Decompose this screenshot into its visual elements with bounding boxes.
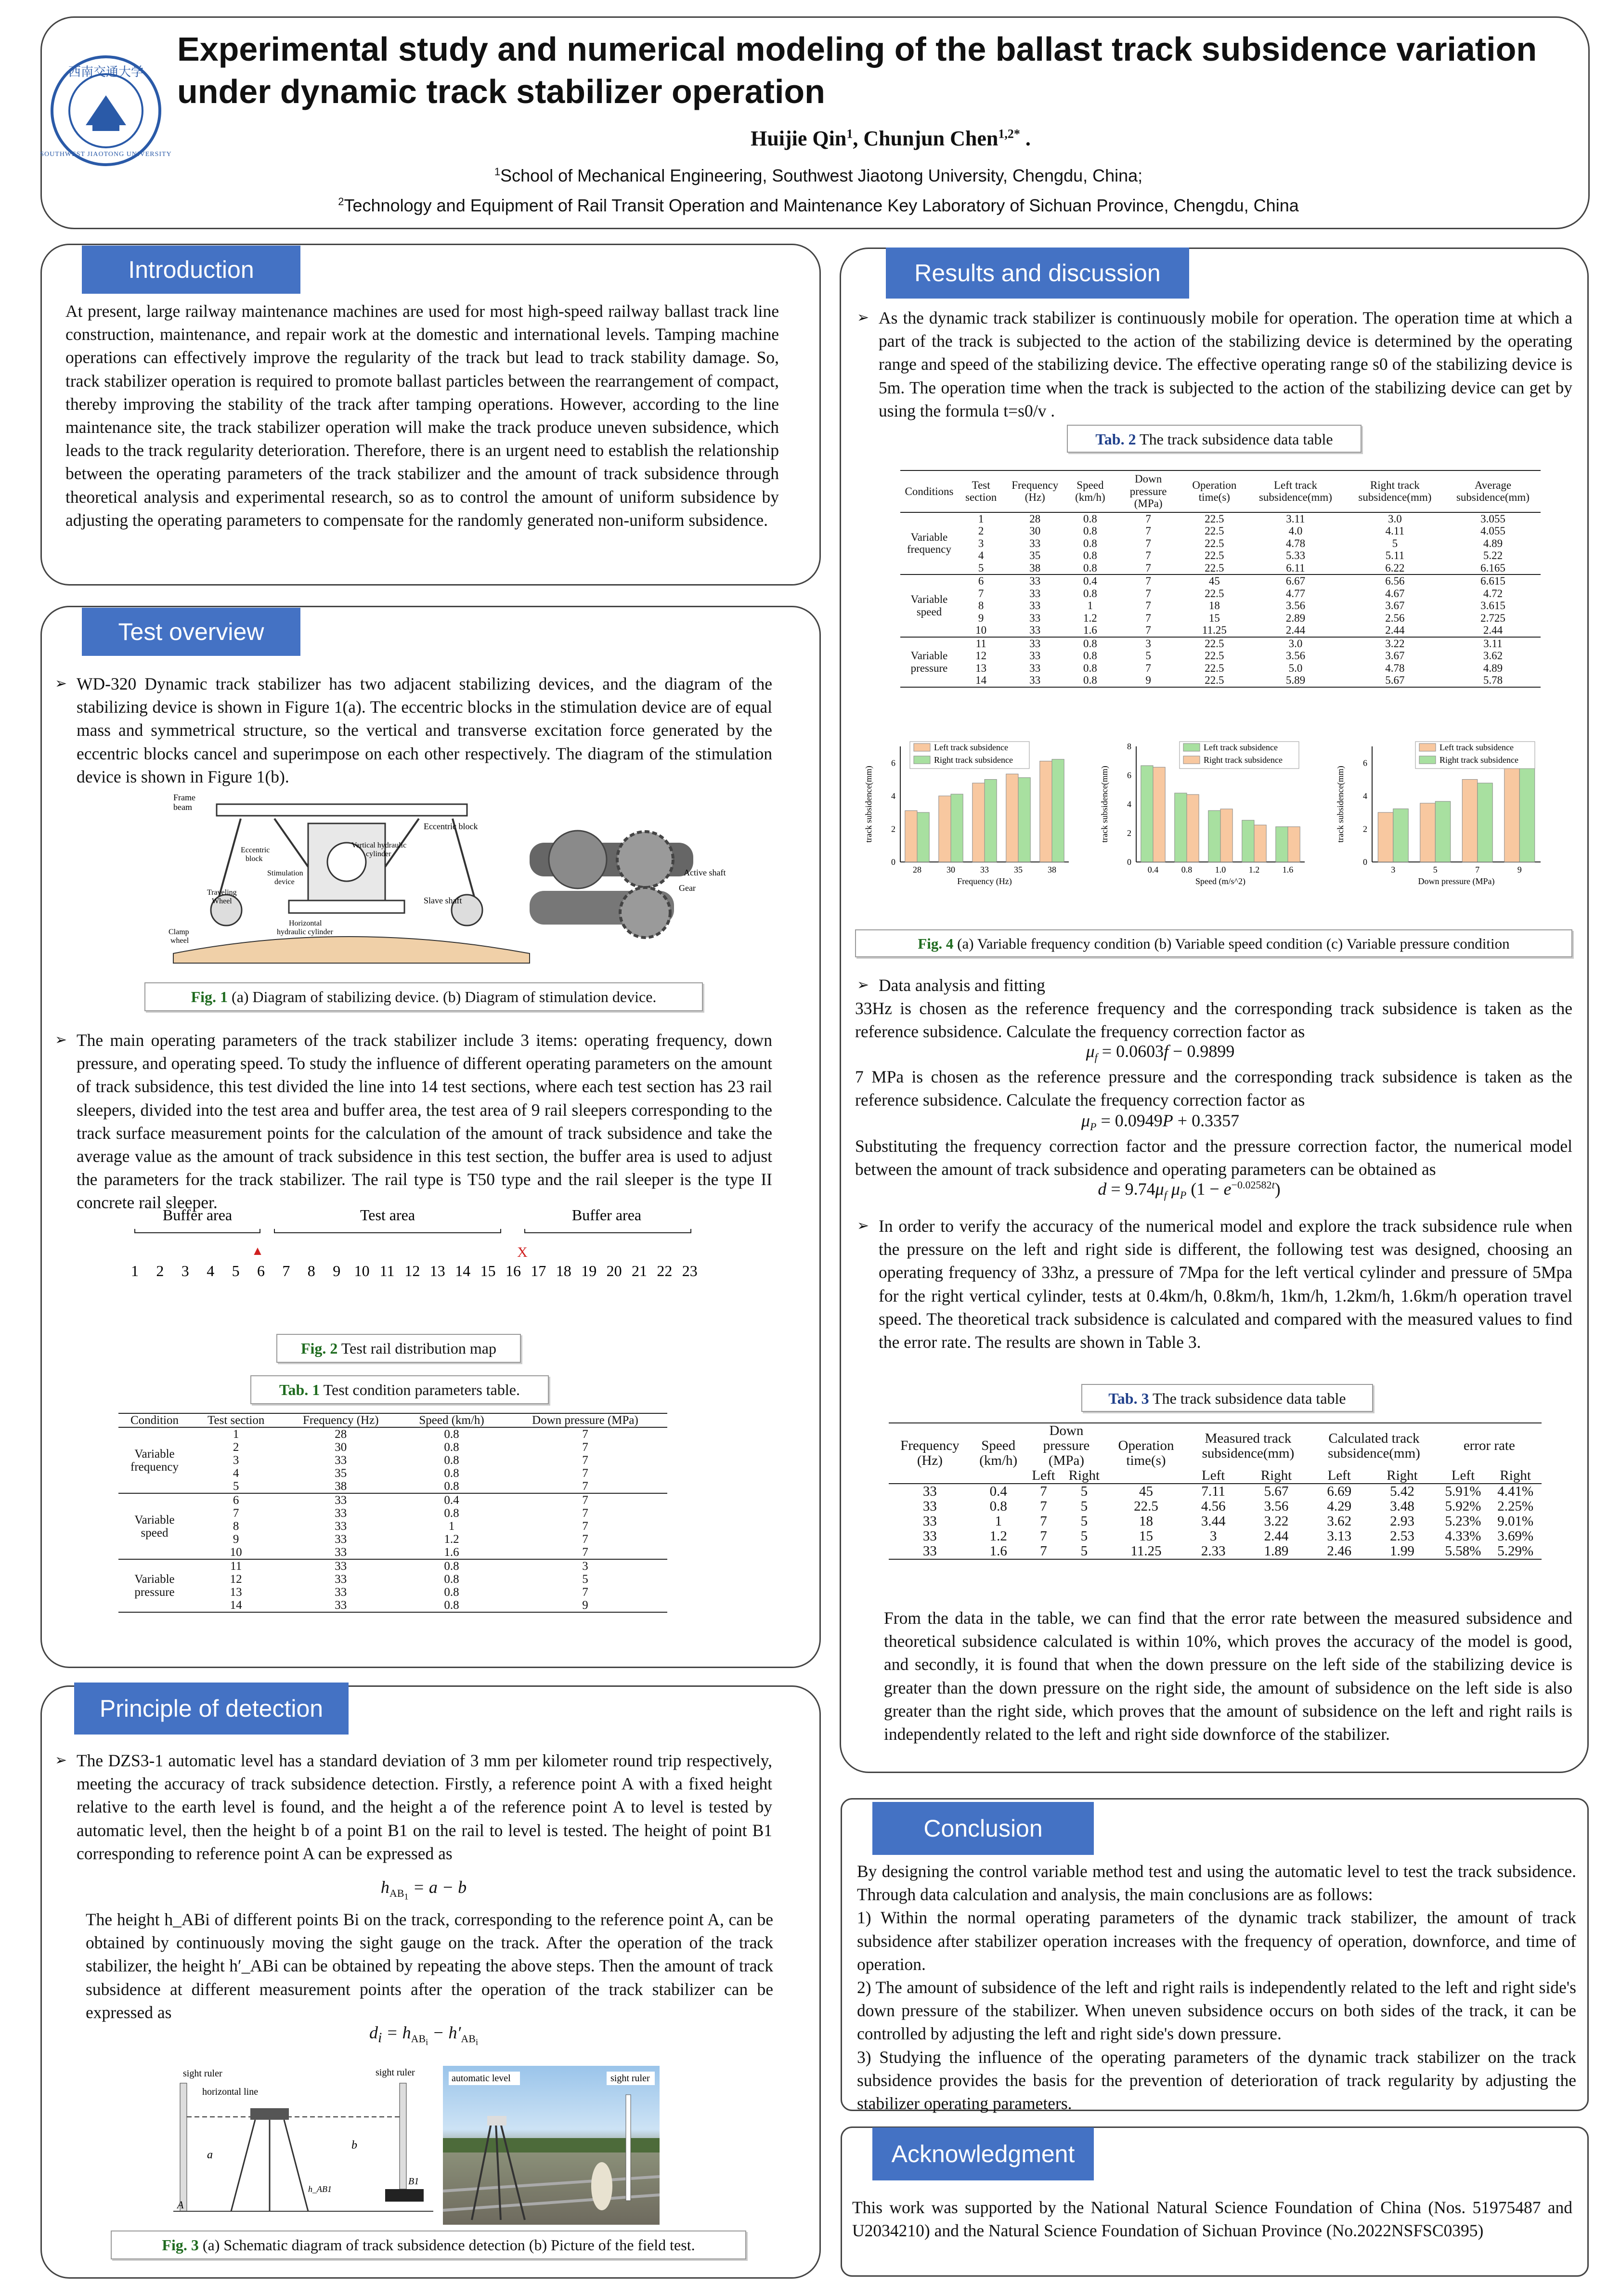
bar: [939, 796, 951, 862]
y-tick-label: 6: [891, 758, 895, 768]
table-row: 12 33 0.8 5: [230, 1573, 588, 1586]
y-tick-label: 4: [1127, 799, 1131, 809]
x-axis-label: Down pressure (MPa): [1418, 876, 1495, 886]
authors: Huijie Qin$^1$, Chunjun Chen$^{1,2*}$ .: [751, 127, 1031, 150]
bar: [1478, 783, 1493, 862]
group-label: Variable frequency: [130, 1447, 179, 1474]
bar: [1018, 778, 1030, 862]
rail-number: 7: [282, 1262, 290, 1279]
group-label: Variable speed: [910, 593, 948, 618]
legend-label: Left track subsidence: [1439, 743, 1514, 752]
svg-text:西南交通大学: 西南交通大学: [68, 65, 144, 79]
svg-text:Traveling: Traveling: [207, 888, 237, 897]
y-axis-label: track subsidence(mm): [1336, 766, 1345, 843]
svg-text:automatic level: automatic level: [452, 2073, 511, 2084]
rail-number: 13: [429, 1262, 445, 1279]
rail-number: 3: [181, 1262, 189, 1279]
rail-number: 4: [207, 1262, 215, 1279]
principle-paragraph-1: ➢ The DZS3-1 automatic level has a standard deviation of 3 mm per kilometer round trip respectively, meeting the accuracy of track subsidence detection. Firstly, a reference point A with a fixed height relative to the earth level is found, and the height a of the reference point A to level is tested by automatic level, then the height b of a point B1 on the rail to level is tested. The height of point B1 corresponding to reference point A can be expressed as: [55, 1749, 772, 1865]
legend-swatch: [1183, 744, 1200, 751]
legend-label: Left track subsidence: [934, 743, 1008, 752]
bar: [1220, 809, 1232, 862]
bar: [1435, 801, 1451, 862]
equation-subsidence: $d_i = h_{AB_i} - h'_{AB_i}$: [369, 2023, 479, 2047]
group-label: Variable pressure: [134, 1573, 175, 1599]
y-tick-label: 4: [1363, 791, 1367, 801]
equation-pressure-factor: $\mu_P = 0.0949P + 0.3357$: [1081, 1111, 1240, 1133]
table-row: 8 33 1 7: [233, 1520, 588, 1533]
figure-3b-field-photo: [443, 2066, 660, 2225]
bar: [1504, 765, 1520, 862]
y-tick-label: 0: [891, 857, 895, 867]
svg-text:Active shaft: Active shaft: [684, 868, 726, 877]
table-row: 14 33 0.8 9 22.5 5.89 5.67 5.78: [900, 674, 1541, 687]
svg-text:device: device: [274, 878, 295, 886]
svg-text:Buffer area: Buffer area: [162, 1206, 233, 1224]
rail-number: 19: [581, 1262, 597, 1279]
table-row: 9 33 1.2 7 15 2.89 2.56 2.725: [978, 612, 1505, 624]
y-tick-label: 8: [1127, 742, 1131, 751]
svg-text:B1: B1: [408, 2176, 419, 2187]
table-row: 4 35 0.8 7: [233, 1467, 588, 1480]
rail-number: 21: [632, 1262, 647, 1279]
bar: [1242, 820, 1254, 862]
svg-text:block: block: [246, 855, 263, 863]
bar: [985, 780, 997, 862]
bar: [1254, 825, 1266, 862]
rail-number: 14: [455, 1262, 471, 1279]
figure-2-rail-distribution: [120, 1204, 717, 1291]
svg-text:beam: beam: [173, 802, 192, 812]
figure-4-caption: Fig. 4 (a) Variable frequency condition (b) Variable speed condition (c) Variable pressure condition: [855, 929, 1572, 957]
table-row: 5 38 0.8 7 22.5 6.11 6.22 6.165: [900, 562, 1541, 575]
y-axis-label: track subsidence(mm): [864, 766, 873, 843]
bar: [1393, 809, 1409, 862]
table-3: Frequency (Hz) Speed (km/h) Down pressure (MPa) Operation time(s) Measured track subsidence(mm) Calculated track subsidence(mm) error rate Left Right Left Right Left Right Left Right 33 0.4 7 5 45 7.11 5.67 6.69 5.42 5.91% 4.41% 33 0.8 7 5 22.5 4.56 3.56 4.29 3.48 5.92% 2.25% 33 1 7 5 18 3.44 3.22 3.62 2.93 5.23% 9.01% 33 1.2 7 5 15 3 2.44 3.13 2.53 4.33% 3.69% 33 1.6 7 5 11.25 2.33 1.89 2.46 1.99 5.58% 5.29%: [889, 1422, 1542, 1560]
overview-paragraph-1: ➢ WD-320 Dynamic track stabilizer has two adjacent stabilizing devices, and the diagram of the stabilizing device is shown in Figure 1(a). The eccentric blocks in the stimulation device are of equal mass and symmetrical structure, so the vertical and transverse excitation force generated by the eccentric blocks cancel and superimpose on each other respectively. The diagram of the stimulation device is shown in Figure 1(b).: [55, 672, 772, 788]
equation-model: $d = 9.74\mu_f$ $\mu_P$ $(1 - e^{-0.02582t})$: [1098, 1179, 1281, 1201]
svg-text:h_AB1: h_AB1: [308, 2184, 332, 2194]
table-1-caption: Tab. 1 Test condition parameters table.: [250, 1375, 549, 1404]
bar: [1175, 793, 1187, 862]
rail-number: 10: [354, 1262, 370, 1279]
table-row: 33 0.8 7 5 22.5 4.56 3.56 4.29 3.48 5.92% 2.25%: [922, 1499, 1534, 1514]
x-tick-label: 35: [1014, 865, 1023, 874]
rail-number: 22: [657, 1262, 673, 1279]
affiliation-2: $^2$Technology and Equipment of Rail Transit Operation and Maintenance Key Laboratory of Sichuan Province, Chengdu, China: [338, 196, 1299, 215]
conclusion-text: By designing the control variable method test and using the automatic level to test the track subsidence. Through data calculation and analysis, the main conclusions are as follows: 1) Within the normal operating parameters of the dynamic track stabilizer, the amount of track subsidence after stabilizer operation increases with the frequency of operation, downforce, and time of operation. 2) The amount of subsidence of the left and right rails is independently related to the left and right side's down pressure of the stabilizer. When uneven subsidence occurs on both sides of the track, it can be controlled by adjusting the left and right side's down pressure. 3) Studying the influence of the operating parameters of the dynamic track stabilizer on the track subsidence provides the basis for the prevention of deterioration of track regularity by adjusting the stabilizer operating parameters.: [857, 1862, 1576, 2113]
table-row: 10 33 1.6 7: [118, 1546, 667, 1559]
svg-text:Clamp: Clamp: [169, 928, 189, 936]
rail-number: 20: [606, 1262, 622, 1279]
x-tick-label: 30: [947, 865, 955, 874]
table-row: Variable pressure 11 33 0.8 3 22.5 3.0 3.22 3.11: [900, 637, 1541, 650]
table-row: Variable speed 6 33 0.4 7: [118, 1493, 667, 1507]
group-label: Variable speed: [134, 1513, 175, 1539]
table-row: Variable speed 6 33 0.4 7 45 6.67 6.56 6.615: [900, 574, 1541, 587]
x-tick-label: 3: [1391, 865, 1396, 874]
legend-label: Right track subsidence: [1439, 755, 1518, 765]
conclusion-heading: Conclusion: [872, 1802, 1094, 1855]
table-2: Conditions Test section Frequency (Hz) Speed (km/h) Down pressure (MPa) Operation time(s) Left track subsidence(mm) Right track subsidence(mm) Average subsidence(mm) Variable frequency 1 28 0.8 7 22.5 3.11 3.0 3.055 2 30 0.8 7 22.5 4.0 4.11 4.055 3 33 0.8 7 22.5 4.78 5 4.89 4 35 0.8 7 22.5 5.33 5.11 5.22 5 38 0.8 7 22.5 6.11 6.22 6.165 Variable speed 6 33 0.4 7 45 6.67 6.56 6.615 7 33 0.8 7 22.5 4.77 4.67 4.72 8 33 1 7 18 3.56 3.67 3.615 9 33 1.2 7 15 2.89 2.56 2.725 10 33 1.6 7 11.25 2.44 2.44 2.44 Variable pressure 11 33 0.8 3 22.5 3.0 3.22 3.11 12 33 0.8 5 22.5 3.56 3.67 3.62 13 33 0.8 7 22.5 5.0 4.78 4.89 14 33 0.8 9 22.5 5.89 5.67 5.78: [900, 470, 1541, 688]
svg-text:wheel: wheel: [170, 937, 189, 945]
svg-text:Eccentric block: Eccentric block: [424, 822, 478, 831]
x-axis-label: Frequency (Hz): [957, 876, 1012, 886]
table-row: 13 33 0.8 7 22.5 5.0 4.78 4.89: [975, 662, 1503, 674]
bar: [973, 783, 985, 862]
svg-text:sight ruler: sight ruler: [183, 2068, 222, 2079]
legend-label: Right track subsidence: [1204, 755, 1283, 765]
x-tick-label: 1.0: [1215, 865, 1226, 874]
bar: [1187, 795, 1199, 862]
x-tick-label: 1.6: [1282, 865, 1294, 874]
results-paragraph-2a: 33Hz is chosen as the reference frequency and the corresponding track subsidence is taken as the reference subsidence. Calculate the frequency correction factor as: [855, 999, 1572, 1042]
x-tick-label: 7: [1475, 865, 1480, 874]
table-3-caption: Tab. 3 The track subsidence data table: [1081, 1384, 1373, 1412]
equation-h-ab1: $h_{AB_1} = a - b$: [380, 1878, 467, 1902]
x-tick-label: 1.2: [1248, 865, 1260, 874]
results-paragraph-1: ➢ As the dynamic track stabilizer is continuously mobile for operation. The operation time at which a part of the track is subjected to the action of the stabilizing device is determined by the operating range and speed of the stabilizing device. The effective operating range s0 of the stabilizing device is 5m. The operation time when the track is subjected to the action of the stabilizing device can get by using the formula t=s0/v .: [857, 306, 1572, 422]
bar-chart-2: [1100, 742, 1305, 887]
results-paragraph-2b: 7 MPa is chosen as the reference pressure and the corresponding track subsidence is taken as the reference subsidence. Calculate the frequency correction factor as: [855, 1067, 1572, 1110]
rail-number: 8: [307, 1262, 315, 1279]
bar: [1519, 769, 1535, 862]
bar-chart-3: [1336, 742, 1541, 887]
rail-number: 16: [506, 1262, 521, 1279]
table-row: 5 38 0.8 7: [118, 1480, 667, 1493]
affiliation-1: $^1$School of Mechanical Engineering, Southwest Jiaotong University, Chengdu, China;: [494, 166, 1143, 185]
bar: [1153, 767, 1165, 862]
svg-text:A: A: [177, 2199, 184, 2211]
table-row: 33 1 7 5 18 3.44 3.22 3.62 2.93 5.23% 9.01%: [922, 1513, 1534, 1529]
bar: [1208, 810, 1220, 862]
table-row: 3 33 0.8 7: [233, 1454, 588, 1467]
y-tick-label: 6: [1127, 770, 1131, 780]
figure-1-stabilizing-device: [164, 790, 732, 973]
svg-text:b: b: [351, 2139, 357, 2152]
figure-3-caption: Fig. 3 (a) Schematic diagram of track subsidence detection (b) Picture of the field test.: [111, 2231, 746, 2259]
results-heading: Results and discussion: [886, 248, 1189, 299]
y-tick-label: 0: [1127, 857, 1131, 867]
svg-text:Gear: Gear: [679, 883, 696, 893]
introduction-text: At present, large railway maintenance machines are used for most high-speed railway ballast track line construction, maintenance, and repair work at the domestic and international levels. Tamping machine operations can effectively improve the regularity of the track but lead to track stability damage. So, track stabilizer operation is required to promote ballast particles between the rearrangement of compact, thereby improving the stability of the track after tamping operations. However, according to the line maintenance site, the track stabilizer operation will make the track produce uneven subsidence, which leads to the track regularity deterioration. Therefore, there is an urgent need to establish the relationship between the operating parameters of the track stabilizer and the amount of track subsidence through theoretical analysis and experimental research, so as to control the amount of uniform subsidence by adjusting the operating parameters to compensate for the randomly generated non-uniform subsidence.: [65, 301, 779, 530]
table-row: 4 35 0.8 7 22.5 5.33 5.11 5.22: [978, 549, 1503, 561]
svg-text:sight ruler: sight ruler: [610, 2073, 650, 2084]
table-row: 3 33 0.8 7 22.5 4.78 5 4.89: [978, 537, 1503, 549]
table-row: 8 33 1 7 18 3.56 3.67 3.615: [978, 600, 1505, 612]
bar: [917, 812, 929, 862]
figure-4-charts: [862, 737, 1565, 925]
figure-3a-schematic: [173, 2062, 433, 2216]
svg-text:a: a: [207, 2149, 213, 2161]
legend-swatch: [914, 744, 930, 751]
university-logo: [40, 53, 172, 169]
legend-swatch: [1183, 756, 1200, 764]
svg-text:hydraulic cylinder: hydraulic cylinder: [277, 928, 333, 936]
y-tick-label: 0: [1363, 857, 1367, 867]
svg-text:Horizontal: Horizontal: [289, 919, 322, 927]
table-row: 13 33 0.8 7: [230, 1586, 588, 1599]
legend-swatch: [914, 756, 930, 764]
bar: [1462, 780, 1478, 862]
svg-text:Buffer area: Buffer area: [571, 1206, 642, 1224]
bar: [951, 794, 963, 862]
table-2-caption: Tab. 2 The track subsidence data table: [1067, 425, 1362, 453]
x-axis-label: Speed (m/s^2): [1195, 876, 1245, 886]
rail-number: 17: [531, 1262, 546, 1279]
rail-number: 11: [379, 1262, 395, 1279]
legend-swatch: [1419, 756, 1436, 764]
data-analysis-bullet: ➢ Data analysis and fitting: [857, 974, 1572, 997]
table-row: 10 33 1.6 7 11.25 2.44 2.44 2.44: [900, 624, 1541, 637]
bar: [1420, 803, 1436, 862]
table-row: 7 33 0.8 7 22.5 4.77 4.67 4.72: [978, 587, 1503, 600]
rail-number: 1: [131, 1262, 139, 1279]
x-tick-label: 38: [1048, 865, 1056, 874]
table-row: 2 30 0.8 7 22.5 4.0 4.11 4.055: [978, 525, 1505, 537]
acknowledgment-text: This work was supported by the National Natural Science Foundation of China (Nos. 51975487 and U2034210) and the Natural Science Foundation of Sichuan Province (No.2022NSFSC0395): [852, 2198, 1572, 2241]
table-row: Variable frequency 1 28 0.8 7 22.5 3.11 3.0 3.055: [900, 512, 1541, 525]
x-tick-label: 0.4: [1147, 865, 1159, 874]
table-row: Variable frequency 1 28 0.8 7: [118, 1427, 667, 1441]
svg-text:Frame: Frame: [173, 793, 195, 802]
svg-text:Wheel: Wheel: [212, 897, 232, 905]
y-tick-label: 2: [1363, 824, 1367, 834]
figure-1-caption: Fig. 1 (a) Diagram of stabilizing device. (b) Diagram of stimulation device.: [144, 982, 703, 1011]
svg-text:Stimulation: Stimulation: [267, 869, 303, 877]
legend-label: Right track subsidence: [934, 755, 1013, 765]
svg-text:sight ruler: sight ruler: [376, 2067, 415, 2078]
y-tick-label: 6: [1363, 758, 1367, 768]
rail-number: 5: [232, 1262, 240, 1279]
principle-paragraph-2: The height h_ABi of different points Bi on the track, corresponding to the reference point A, can be obtained by continuously moving the sight gauge on the track. After the operation of the track stabilizer, the height h′_ABi can be obtained by repeating the above steps. Then the amount of track subsidence at different measurement points after the operation of the track stabilizer can be expressed as: [86, 1910, 773, 2022]
bar: [1006, 774, 1018, 862]
table-row: 7 33 0.8 7: [233, 1507, 588, 1520]
svg-text:horizontal line: horizontal line: [202, 2087, 259, 2097]
rail-number: 18: [556, 1262, 571, 1279]
svg-text:Test area: Test area: [360, 1206, 415, 1224]
y-tick-label: 2: [1127, 828, 1131, 838]
y-tick-label: 4: [891, 791, 895, 801]
rail-number: 9: [333, 1262, 341, 1279]
rail-number: 15: [480, 1262, 496, 1279]
table-row: 33 1.2 7 5 15 3 2.44 3.13 2.53 4.33% 3.69%: [922, 1528, 1534, 1544]
bar: [1141, 766, 1153, 862]
x-tick-label: 28: [913, 865, 921, 874]
y-tick-label: 2: [891, 824, 895, 834]
table-1: Condition Test section Frequency (Hz) Speed (km/h) Down pressure (MPa) Variable frequency 1 28 0.8 7 2 30 0.8 7 3 33 0.8 7 4 35 0.8 7 5 38 0.8 7 Variable speed 6 33 0.4 7 7 33 0.8 7 8 33 1 7 9 33 1.2 7 10 33 1.6 7 Variable pressure 11 33 0.8 3 12 33 0.8 5 13 33 0.8 7 14 33 0.8 9: [118, 1413, 667, 1613]
poster-title: Experimental study and numerical modeling of the ballast track subsidence variation under dynamic track stabilizer operation: [177, 30, 1537, 110]
table-row: 9 33 1.2 7: [233, 1533, 588, 1546]
legend-swatch: [1419, 744, 1436, 751]
overview-paragraph-2: ➢ The main operating parameters of the track stabilizer include 3 items: operating frequency, down pressure, and operating speed. To study the influence of different operating parameters on the amount of track subsidence, this test divided the line into 14 test sections, where each test section has 23 rail sleepers, divided into the test area and buffer area, the test area of 9 rail sleepers corresponding to the track surface measurement points for the calculation of the amount of track subsidence and take the average value as the amount of track subsidence in this test section, the buffer area is used to adjust the parameters for the track stabilizer. The rail type is T50 type and the rail sleeper is the type II concrete rail sleeper.: [55, 1029, 772, 1214]
svg-text:Vertical hydraulic: Vertical hydraulic: [351, 841, 407, 849]
group-label: Variable frequency: [907, 531, 951, 556]
svg-text:Eccentric: Eccentric: [241, 846, 270, 854]
bar: [1040, 761, 1052, 862]
rail-number: 23: [682, 1262, 698, 1279]
figure-2-caption: Fig. 2 Test rail distribution map: [276, 1334, 521, 1363]
x-tick-label: 33: [980, 865, 989, 874]
legend-label: Left track subsidence: [1204, 743, 1278, 752]
bar-chart-1: [864, 742, 1069, 887]
svg-text:X: X: [517, 1244, 528, 1260]
results-paragraph-4: From the data in the table, we can find that the error rate between the measured subsidence and theoretical subsidence calculated is within 10%, which proves the accuracy of the model is good, and secondly, it is found that when the down pressure on the left side of the stabilizing device is greater than the down pressure on the right side, the amount of subsidence on the left side is also greater than the right side, which proves that the amount of subsidence on the left and right rails is independently related to the left and right side downforce of the stabilizer.: [884, 1608, 1572, 1744]
acknowledgment-heading: Acknowledgment: [872, 2127, 1094, 2180]
equation-frequency-factor: $\mu_f = 0.0603f - 0.9899$: [1086, 1042, 1235, 1064]
logo-text: SOUTHWEST JIAOTONG UNIVERSITY: [40, 151, 172, 158]
table-row: 33 0.4 7 5 45 7.11 5.67 6.69 5.42 5.91% 4.41%: [922, 1484, 1534, 1499]
svg-text:▲: ▲: [251, 1244, 264, 1258]
bar: [1276, 827, 1288, 862]
results-paragraph-2c: Substituting the frequency correction factor and the pressure correction factor, the numerical model between the amount of track subsidence and operating parameters can be obtained as: [855, 1136, 1572, 1179]
rail-number: 2: [156, 1262, 164, 1279]
bar: [1052, 759, 1064, 862]
group-label: Variable pressure: [910, 650, 948, 674]
bar: [1288, 827, 1300, 862]
table-row: 2 30 0.8 7: [233, 1441, 588, 1454]
principle-heading: Principle of detection: [74, 1683, 349, 1735]
svg-text:cylinder: cylinder: [366, 850, 391, 858]
x-tick-label: 0.8: [1181, 865, 1193, 874]
rail-number: 12: [404, 1262, 420, 1279]
bar: [1378, 812, 1393, 862]
x-tick-label: 9: [1517, 865, 1522, 874]
y-axis-label: track subsidence(mm): [1100, 766, 1109, 843]
results-paragraph-3: ➢ In order to verify the accuracy of the numerical model and explore the track subsidence rule when the pressure on the left and right side is different, the following test was designed, choosing an operating frequency of 33hz, a pressure of 7Mpa for the left vertical cylinder and pressure of 5Mpa for the right vertical cylinder, tests at 0.4km/h, 0.8km/h, 1km/h, 1.2km/h, 1.6km/h operation travel speed. The theoretical track subsidence is calculated and compared with the measured values to find the error rate. The results are shown in Table 3.: [857, 1214, 1572, 1354]
test-overview-heading: Test overview: [82, 608, 300, 656]
table-row: 33 1.6 7 5 11.25 2.33 1.89 2.46 1.99 5.58% 5.29%: [889, 1544, 1542, 1559]
table-row: Variable pressure 11 33 0.8 3: [118, 1559, 667, 1573]
table-row: 12 33 0.8 5 22.5 3.56 3.67 3.62: [975, 650, 1503, 662]
bar: [905, 810, 917, 862]
svg-text:Slave shaft: Slave shaft: [424, 896, 462, 905]
introduction-heading: Introduction: [82, 246, 300, 294]
x-tick-label: 5: [1433, 865, 1438, 874]
table-row: 14 33 0.8 9: [118, 1599, 667, 1612]
rail-number: 6: [257, 1262, 265, 1279]
